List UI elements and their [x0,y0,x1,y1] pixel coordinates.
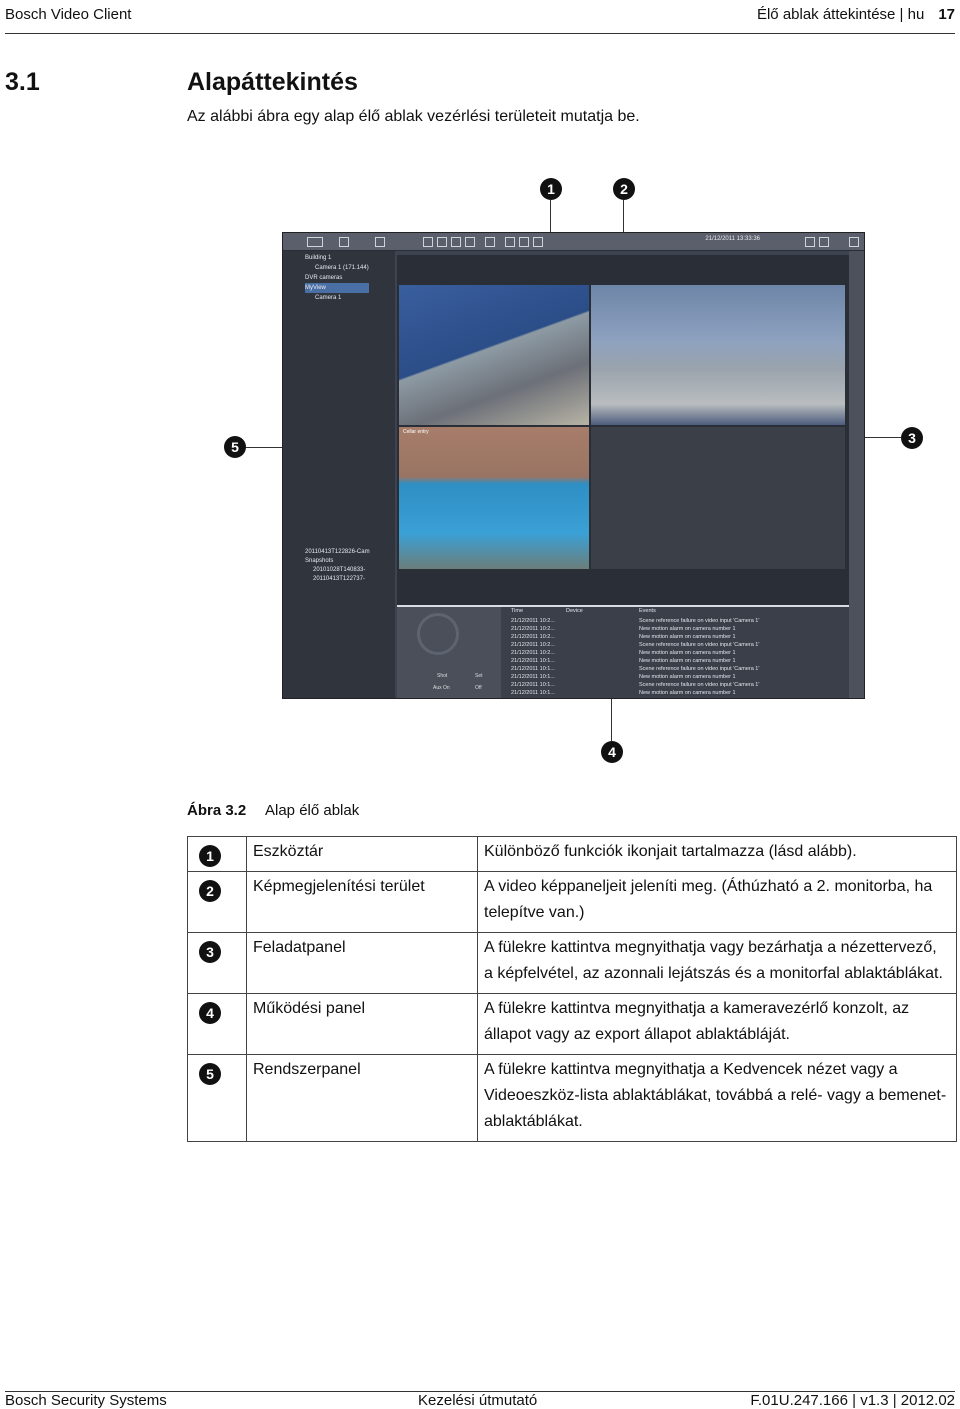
row-number-badge: 5 [199,1063,221,1085]
checkbox-icon [375,237,385,247]
log-header [511,607,851,615]
log-time: 21/12/2011 10:1... [511,690,555,696]
toolbar [283,233,864,251]
footer-company: Bosch Security Systems [5,1392,167,1409]
ctrl-button[interactable]: Aux On [433,685,450,691]
row-term: Képmegjelenítési terület [247,872,478,933]
row-number-cell [188,994,247,1055]
row-number-cell [188,872,247,933]
callout-1: 1 [540,178,562,200]
layout-1-icon [423,237,433,247]
device-tree [305,253,369,303]
log-event: New motion alarm on camera number 1 [639,674,736,680]
snapshot-icon [485,237,495,247]
row-number-badge: 1 [199,845,221,867]
camera-view-icon [307,237,323,247]
log-time: 21/12/2011 10:2... [511,634,555,640]
video-tile-1[interactable] [399,285,589,425]
header-section-label: Élő ablak áttekintése | hu [756,6,925,23]
log-event: Scene reference failure on video input 'Camera 1' [639,618,760,624]
header-divider [5,33,955,34]
header-section [757,6,955,23]
row-number-badge: 2 [199,880,221,902]
row-term: Eszköztár [247,837,478,872]
log-row [511,673,851,681]
camera-control-console [397,607,501,699]
log-event: Scene reference failure on video input 'Camera 1' [639,682,760,688]
log-time: 21/12/2011 10:1... [511,682,555,688]
video-tile-2[interactable] [591,285,845,425]
live-window-screenshot [282,232,865,699]
row-term: Működési panel [247,994,478,1055]
video-tile-4[interactable] [591,427,845,569]
image-display-area [397,255,849,605]
operation-panel [397,605,849,699]
log-event: New motion alarm on camera number 1 [639,690,736,696]
ctrl-button[interactable]: Set [475,673,483,679]
log-time: 21/12/2011 10:1... [511,666,555,672]
ctrl-button[interactable]: Shot [437,673,448,679]
snapshot-item[interactable]: 20110413T122826-Cam [305,549,370,555]
layout-2-icon [437,237,447,247]
footer-doc-type: Kezelési útmutató [418,1392,538,1409]
snapshot-folder[interactable]: Snapshots [305,558,334,564]
video-tile-3[interactable] [399,427,589,569]
grid-icon [339,237,349,247]
log-row [511,633,851,641]
log-row [511,689,851,697]
row-term: Rendszerpanel [247,1055,478,1142]
system-panel [283,251,395,698]
section-title: Alapáttekintés [187,68,358,96]
tree-item-dvr[interactable]: DVR cameras [305,275,343,281]
page-number: 17 [938,6,955,23]
wrench-icon [805,237,815,247]
exit-icon [849,237,859,247]
row-number-badge: 3 [199,941,221,963]
close-icon [519,237,529,247]
row-description: Különböző funkciók ikonjait tartalmazza (lásd alább). [478,837,957,872]
figure-label: Ábra 3.2 [187,802,247,819]
snapshot-item[interactable]: 20101028T140833- [313,567,366,573]
log-time: 21/12/2011 10:1... [511,674,555,680]
row-description: A fülekre kattintva megnyithatja a Kedvencek nézet vagy a Videoeszköz-lista ablaktáblákat, továbbá a relé- vagy a bemenet-ablaktáblákat. [478,1055,957,1142]
header-title: Bosch Video Client [5,6,132,23]
snapshot-item[interactable]: 20110413T122737- [313,576,365,582]
callout-3: 3 [901,427,923,449]
table-row [188,933,957,994]
log-time: 21/12/2011 10:2... [511,626,555,632]
row-number-cell [188,837,247,872]
callout-2: 2 [613,178,635,200]
figure-caption: Alap élő ablak [265,802,360,819]
intro-paragraph: Az alábbi ábra egy alap élő ablak vezérlési területeit mutatja be. [187,108,640,125]
log-event: Scene reference failure on video input 'Camera 1' [639,642,760,648]
log-header-device: Device [566,608,583,614]
ptz-ring[interactable] [417,613,459,655]
tree-item-camera[interactable]: Camera 1 [315,295,342,301]
table-row [188,872,957,933]
snapshot-list [305,548,370,584]
row-term: Feladatpanel [247,933,478,994]
tree-item-building[interactable]: Building 1 [305,255,332,261]
section-number: 3.1 [5,68,40,96]
task-panel [849,251,864,698]
log-event: New motion alarm on camera number 1 [639,634,736,640]
log-row [511,681,851,689]
fullscreen-icon [505,237,515,247]
tree-item-myview[interactable]: MyView [305,283,369,293]
log-time: 21/12/2011 10:1... [511,658,555,664]
log-row [511,641,851,649]
table-row [188,994,957,1055]
log-row [511,657,851,665]
log-event: Scene reference failure on video input 'Camera 1' [639,666,760,672]
log-time: 21/12/2011 10:2... [511,642,555,648]
log-row [511,625,851,633]
table-row [188,837,957,872]
tile-label: Cellar entry [403,429,429,435]
row-description: A fülekre kattintva megnyithatja a kameravezérlő konzolt, az állapot vagy az export állapot ablaktábláját. [478,994,957,1055]
event-log [505,607,839,699]
log-row [511,649,851,657]
row-number-badge: 4 [199,1002,221,1024]
log-event: New motion alarm on camera number 1 [639,626,736,632]
ctrl-button[interactable]: Off [475,685,482,691]
log-header-time: Time [511,608,524,614]
row-number-cell [188,933,247,994]
callout-5: 5 [224,436,246,458]
log-event: New motion alarm on camera number 1 [639,658,736,664]
log-time: 21/12/2011 10:2... [511,618,555,624]
tree-item-camera-1[interactable]: Camera 1 (171.144) [315,265,369,271]
row-description: A video képpaneljeit jeleníti meg. (Áthúzható a 2. monitorba, ha telepítve van.) [478,872,957,933]
log-time: 21/12/2011 10:2... [511,650,555,656]
row-number-cell [188,1055,247,1142]
row-description: A fülekre kattintva megnyithatja vagy bezárhatja a nézettervező, a képfelvétel, az azonnali lejátszás és a monitorfal ablaktáblákat. [478,933,957,994]
footer-doc-id: F.01U.247.166 | v1.3 | 2012.02 [750,1392,955,1409]
callout-4: 4 [601,741,623,763]
log-header-events: Events [639,608,656,614]
table-row [188,1055,957,1142]
layout-3-icon [451,237,461,247]
log-event: New motion alarm on camera number 1 [639,650,736,656]
log-row [511,617,851,625]
log-row [511,665,851,673]
toolbar-datetime: 21/12/2011 13:33:36 [705,236,760,242]
help-icon [819,237,829,247]
layout-4-icon [465,237,475,247]
description-table [187,836,957,1142]
speaker-icon [533,237,543,247]
